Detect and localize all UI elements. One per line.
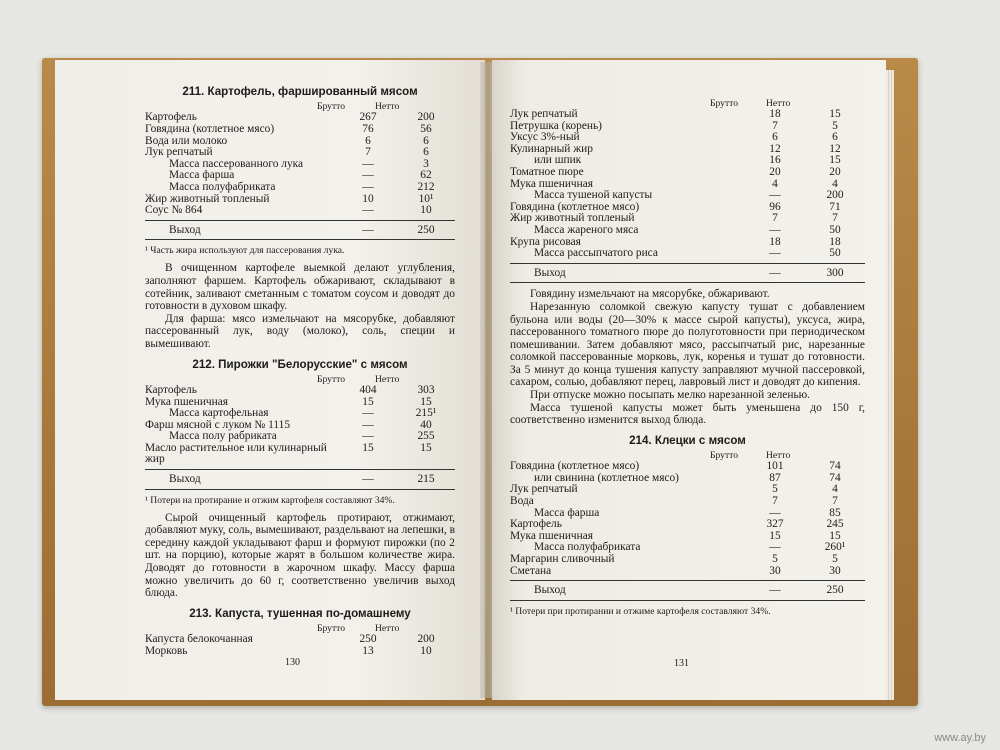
ingredient-netto: 4	[832, 483, 838, 496]
col-brutto: Брутто	[317, 101, 346, 113]
footnote: ¹ Потери при протирании и отжиме картофеля составляют 34%.	[510, 605, 771, 617]
output-brutto: —	[769, 266, 781, 279]
ingredient-brutto: 16	[769, 154, 781, 167]
ingredient-brutto: 7	[772, 495, 778, 508]
ingredient-netto: 15	[420, 441, 432, 454]
footnote: ¹ Потери на протирание и отжим картофеля составляют 34%.	[145, 494, 395, 506]
output-table	[510, 268, 865, 280]
ingredient-brutto: —	[362, 204, 374, 217]
ingredient-netto: 6	[423, 146, 429, 159]
ingredient-brutto: 20	[769, 165, 781, 178]
output-label: Выход	[169, 223, 201, 236]
ingredient-name: Масса фарша	[169, 169, 235, 182]
ingredient-brutto: —	[362, 180, 374, 193]
paragraph: Говядину измельчают на мясорубке, обжаривают.	[530, 288, 770, 301]
ingredient-brutto: 7	[772, 212, 778, 225]
output-table	[510, 585, 865, 597]
ingredient-row	[510, 484, 865, 496]
ingredient-name: Томатное пюре	[510, 165, 584, 178]
column-headers	[145, 101, 455, 112]
col-brutto: Брутто	[710, 450, 739, 462]
table-rule	[145, 489, 455, 490]
table-rule	[145, 220, 455, 221]
ingredient-netto: 212	[417, 180, 435, 193]
ingredient-brutto: —	[769, 247, 781, 260]
output-netto: 300	[826, 266, 844, 279]
ingredients-table	[510, 109, 865, 260]
output-brutto: —	[769, 584, 781, 597]
ingredient-netto: 50	[829, 223, 841, 236]
ingredient-brutto: 7	[365, 146, 371, 159]
ingredient-brutto: —	[769, 506, 781, 519]
ingredient-name: Говядина (котлетное мясо)	[510, 460, 640, 473]
ingredient-name: Мука пшеничная	[510, 529, 594, 542]
ingredient-brutto: 87	[769, 471, 781, 484]
col-netto: Нетто	[375, 101, 400, 113]
column-headers	[145, 623, 455, 634]
ingredient-brutto: 250	[359, 633, 377, 646]
ingredient-brutto: 10	[362, 192, 374, 205]
right-page	[492, 60, 886, 700]
watermark: www.ay.by	[934, 732, 986, 744]
output-row	[145, 225, 455, 237]
ingredient-name: Капуста белокочанная	[145, 633, 253, 646]
ingredient-name: Соус № 864	[145, 204, 203, 217]
ingredient-brutto: 327	[766, 518, 784, 531]
col-brutto: Брутто	[317, 623, 346, 635]
ingredient-brutto: 15	[769, 529, 781, 542]
ingredient-netto: 200	[417, 633, 435, 646]
col-netto: Нетто	[766, 98, 791, 109]
ingredient-brutto: —	[362, 157, 374, 170]
ingredient-name: Масса картофельная	[169, 407, 269, 420]
ingredient-brutto: 30	[769, 564, 781, 577]
ingredient-netto: 15	[420, 395, 432, 408]
paragraph: Для фарша: мясо измельчают на мясорубке, добавляют пассерованный лук, воду (молоко), соль, специи и вымешивают.	[145, 312, 455, 350]
ingredient-netto: 10	[420, 644, 432, 657]
table-rule	[145, 469, 455, 470]
ingredient-brutto: 7	[772, 119, 778, 132]
ingredient-brutto: 5	[772, 483, 778, 496]
table-rule	[145, 239, 455, 240]
left-page-content	[145, 84, 455, 657]
ingredient-netto: 15	[829, 154, 841, 167]
ingredient-name: Картофель	[145, 111, 197, 124]
paragraph: Масса тушеной капусты может быть уменьшена до 150 г, соответственно изменится выход блюда.	[510, 401, 865, 427]
ingredient-name: Говядина (котлетное мясо)	[510, 200, 640, 213]
ingredient-netto: 303	[417, 383, 435, 396]
output-table	[145, 474, 455, 486]
ingredient-netto: 215¹	[415, 407, 437, 420]
output-label: Выход	[534, 584, 566, 597]
ingredient-netto: 40	[420, 418, 432, 431]
ingredient-brutto: 267	[359, 111, 377, 124]
paragraph: Нарезанную соломкой свежую капусту тушат с добавлением бульона или воды (20—30% к массе сырой капусты), уксуса, жира, пассерованного томатного пюре до полуготовности при периодическом помешивании. Затем добавляют мясо, рассыпчатый рис, нарезанные соломкой пассерованные морковь, лук, коренья и тушат до готовности. За 5 минут до конца тушения капусту заправляют мучной пассеровкой, сахаром, солью, добавляют перец, лавровый лист и доводят до кипения.	[510, 300, 865, 389]
ingredient-netto: 6	[832, 131, 838, 144]
ingredient-brutto: 6	[365, 134, 371, 147]
ingredient-netto: 50	[829, 247, 841, 260]
ingredient-brutto: 96	[769, 200, 781, 213]
ingredient-row	[145, 205, 455, 217]
page-number: 131	[674, 658, 689, 669]
ingredient-brutto: 404	[359, 383, 377, 396]
output-label: Выход	[169, 473, 201, 486]
output-brutto: —	[362, 223, 374, 236]
col-brutto: Брутто	[710, 98, 739, 109]
ingredient-name: Масса полу рабриката	[169, 430, 277, 443]
ingredient-row	[510, 496, 865, 508]
ingredient-row	[510, 508, 865, 520]
ingredient-name: Картофель	[510, 518, 562, 531]
col-netto: Нетто	[375, 373, 400, 385]
ingredient-row	[145, 182, 455, 194]
ingredient-row	[510, 167, 865, 179]
ingredient-row	[510, 190, 865, 202]
ingredient-netto: 20	[829, 165, 841, 178]
footnote: ¹ Часть жира используют для пассерования лука.	[145, 245, 345, 257]
ingredient-name: или свинина (котлетное мясо)	[534, 471, 679, 484]
ingredient-name: Масса тушеной капусты	[534, 189, 653, 202]
output-brutto: —	[362, 473, 374, 486]
ingredient-netto: 18	[829, 235, 841, 248]
ingredient-name: Масса фарша	[534, 506, 600, 519]
ingredient-name: Масса полуфабриката	[169, 180, 276, 193]
paragraph: Сырой очищенный картофель протирают, отжимают, добавляют муку, соль, вымешивают, раздельвают на лепешки, в середину каждой укладывают фарш и формуют пирожки (по 2 шт. на порцию), которые жарят в большом количестве жира. Доводят до готовности в жарочном шкафу. Массу фарша можно увеличить до 60 г, соответственно увеличив выход блюда.	[145, 511, 455, 600]
ingredient-row	[145, 385, 455, 397]
ingredient-name: Фарш мясной с луком № 1115	[145, 418, 291, 431]
paragraph: При отпуске можно посыпать мелко нарезанной зеленью.	[530, 389, 810, 402]
ingredient-name: Уксус 3%-ный	[510, 131, 580, 144]
ingredient-row	[510, 225, 865, 237]
ingredients-table	[145, 112, 455, 216]
ingredient-name: Масса пассерованного лука	[169, 157, 304, 170]
ingredient-brutto: 5	[772, 553, 778, 565]
table-rule	[510, 282, 865, 283]
ingredient-netto: 71	[829, 200, 841, 213]
ingredient-brutto: 13	[362, 644, 374, 657]
ingredients-table	[145, 385, 455, 466]
output-row	[510, 268, 865, 280]
ingredient-brutto: 76	[362, 123, 374, 135]
ingredient-name: Морковь	[145, 644, 188, 657]
col-brutto: Брутто	[317, 373, 346, 385]
ingredient-netto: 15	[829, 529, 841, 542]
ingredients-table	[510, 461, 865, 577]
ingredient-name: Мука пшеничная	[145, 395, 229, 408]
ingredient-name: или шпик	[534, 154, 582, 167]
ingredient-row	[145, 443, 455, 466]
output-row	[145, 474, 455, 486]
ingredient-netto: 10	[420, 204, 432, 217]
ingredient-netto: 245	[826, 518, 844, 531]
ingredient-name: Картофель	[145, 383, 197, 396]
ingredient-name: Крупа рисовая	[510, 235, 581, 248]
ingredient-row	[145, 408, 455, 420]
recipe-title: 211. Картофель, фаршированный мясом	[182, 85, 418, 98]
ingredient-netto: 6	[423, 134, 429, 147]
ingredient-brutto: 12	[769, 142, 781, 155]
ingredient-brutto: 15	[362, 441, 374, 454]
ingredient-row	[510, 248, 865, 260]
ingredient-netto: 7	[832, 495, 838, 508]
ingredient-netto: 5	[832, 119, 838, 132]
ingredient-name: Сметана	[510, 564, 552, 577]
ingredients-table	[145, 634, 455, 657]
ingredient-name: Масса рассыпчатого риса	[534, 247, 658, 260]
ingredient-netto: 62	[420, 169, 432, 182]
ingredient-netto: 5	[832, 553, 838, 565]
output-netto: 250	[417, 223, 435, 236]
ingredient-brutto: 15	[362, 395, 374, 408]
ingredient-row	[510, 566, 865, 578]
ingredient-netto: 85	[829, 506, 841, 519]
left-page	[55, 60, 485, 700]
ingredient-netto: 30	[829, 564, 841, 577]
ingredient-brutto: 18	[769, 108, 781, 120]
ingredient-netto: 12	[829, 142, 841, 155]
ingredient-name: Петрушка (корень)	[510, 119, 602, 132]
ingredient-netto: 56	[420, 123, 432, 135]
ingredient-brutto: 4	[772, 177, 778, 190]
ingredient-brutto: —	[769, 541, 781, 554]
ingredient-row	[510, 109, 865, 121]
ingredient-name: Мука пшеничная	[510, 177, 594, 190]
output-netto: 250	[826, 584, 844, 597]
ingredient-netto: 74	[829, 471, 841, 484]
right-page-content	[510, 98, 865, 623]
ingredient-netto: 3	[423, 157, 429, 170]
ingredient-name: Масло растительное или кулинарный жир	[145, 441, 327, 466]
ingredient-brutto: —	[362, 407, 374, 420]
output-row	[510, 585, 865, 597]
table-rule	[510, 580, 865, 581]
paragraph: В очищенном картофеле выемкой делают углубления, заполняют фаршем. Картофель обжаривают, складывают в сотейник, заливают сметанным с томатом соусом и доводят до готовности в духовом шкафу.	[145, 262, 455, 313]
recipe-title: 212. Пирожки "Белорусские" с мясом	[192, 357, 408, 371]
ingredient-brutto: —	[362, 418, 374, 431]
ingredient-brutto: —	[769, 189, 781, 202]
column-headers	[145, 374, 455, 385]
ingredient-name: Маргарин сливочный	[510, 553, 615, 565]
output-table	[145, 225, 455, 237]
ingredient-name: Масса полуфабриката	[534, 541, 641, 554]
ingredient-netto: 255	[417, 430, 435, 443]
ingredient-name: Жир животный топленый	[510, 212, 635, 225]
ingredient-name: Жир животный топленый	[145, 192, 270, 205]
table-rule	[510, 600, 865, 601]
output-label: Выход	[534, 266, 566, 279]
recipe-title: 213. Капуста, тушенная по-домашнему	[189, 606, 411, 620]
ingredient-brutto: —	[769, 223, 781, 236]
ingredient-row	[145, 646, 455, 658]
ingredient-name: Говядина (котлетное мясо)	[145, 123, 275, 135]
ingredient-name: Масса жареного мяса	[534, 223, 639, 236]
ingredient-brutto: 6	[772, 131, 778, 144]
ingredient-netto: 200	[417, 111, 435, 124]
ingredient-brutto: 18	[769, 235, 781, 248]
ingredient-name: Лук репчатый	[145, 146, 213, 159]
output-netto: 215	[417, 473, 435, 486]
ingredient-netto: 74	[829, 460, 841, 473]
ingredient-netto: 260¹	[824, 541, 846, 554]
ingredient-row	[145, 634, 455, 646]
ingredient-brutto: —	[362, 169, 374, 182]
ingredient-row	[510, 554, 865, 566]
ingredient-row	[145, 124, 455, 136]
ingredient-name: Кулинарный жир	[510, 142, 593, 155]
column-headers	[510, 450, 865, 461]
ingredient-netto: 15	[829, 108, 841, 120]
ingredient-brutto: —	[362, 430, 374, 443]
ingredient-netto: 7	[832, 212, 838, 225]
table-rule	[510, 263, 865, 264]
ingredient-brutto: 101	[766, 460, 784, 473]
col-netto: Нетто	[766, 450, 791, 462]
ingredient-name: Лук репчатый	[510, 483, 578, 496]
column-headers	[510, 98, 865, 109]
ingredient-netto: 10¹	[418, 192, 434, 205]
ingredient-name: Лук репчатый	[510, 108, 578, 120]
col-netto: Нетто	[375, 623, 400, 635]
ingredient-netto: 200	[826, 189, 844, 202]
ingredient-name: Вода	[510, 495, 534, 508]
recipe-title: 214. Клецки с мясом	[629, 433, 746, 447]
page-number: 130	[285, 657, 300, 668]
ingredient-name: Вода или молоко	[145, 134, 228, 147]
ingredient-netto: 4	[832, 177, 838, 190]
